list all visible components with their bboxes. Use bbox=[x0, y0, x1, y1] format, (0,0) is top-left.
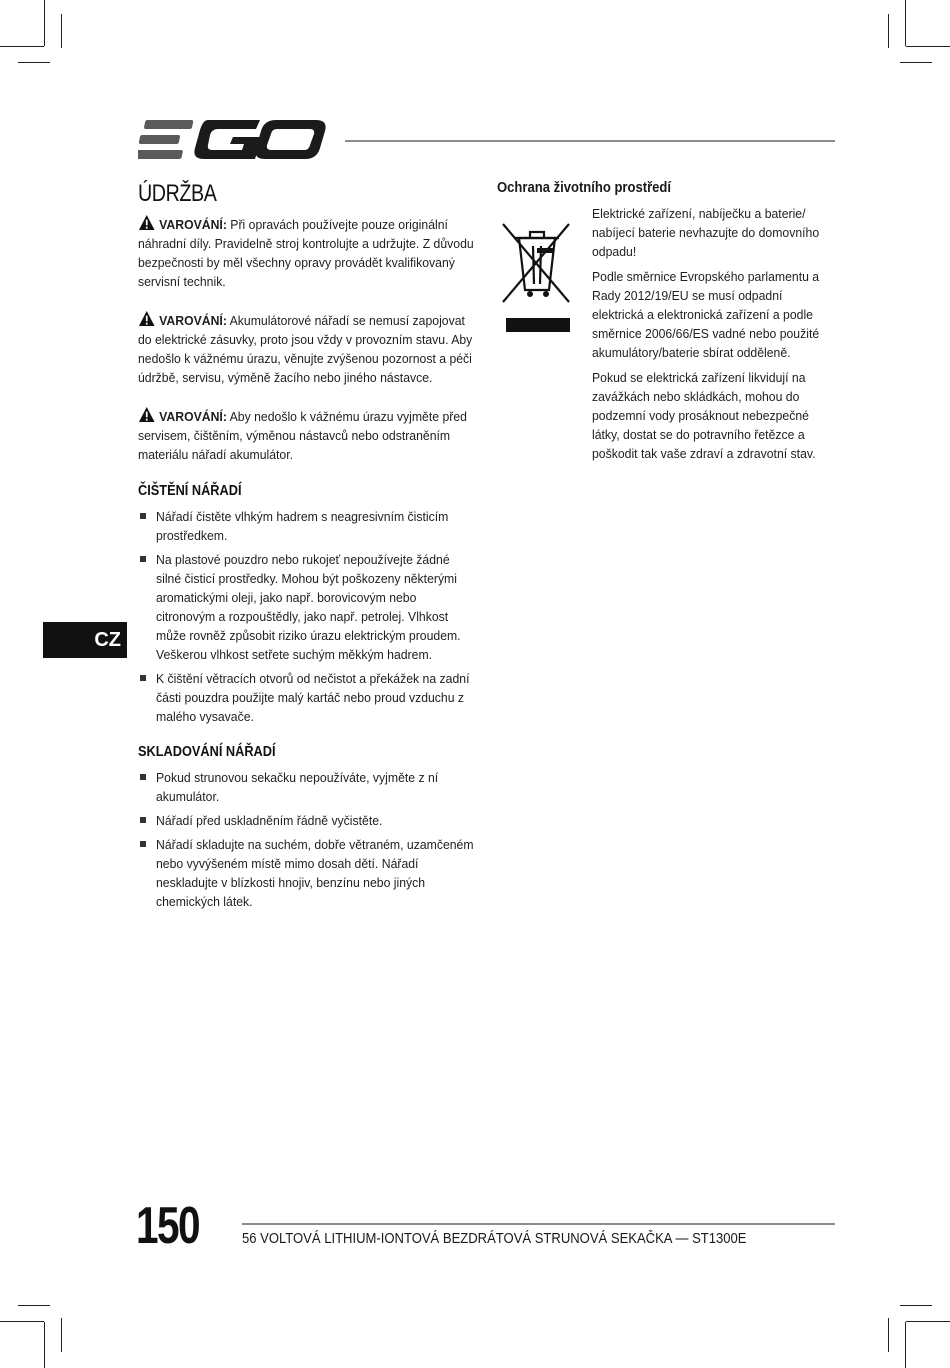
cleaning-title: ČIŠTĚNÍ NÁŘADÍ bbox=[138, 483, 242, 499]
list-item bbox=[138, 811, 478, 830]
header-rule bbox=[345, 140, 835, 142]
environment-paragraph: Podle směrnice Evropského parlamentu a Rady 2012/19/EU se musí odpadní elektrická a elektronická zařízení a podle směrnice 2006/66/ES vadné nebo použité akumulátory/baterie sbírat odděleně. bbox=[592, 269, 820, 360]
warning-text: Při opravách používejte pouze originální náhradní díly. Pravidelně stroj kontrolujte a udržujte. Z důvodu bezpečnosti by měl všechny opravy provádět kvalifikovaný servisní technik. bbox=[138, 217, 474, 289]
environment-title: Ochrana životního prostředí bbox=[497, 180, 672, 196]
warning-label: VAROVÁNÍ: bbox=[159, 313, 227, 328]
crop-mark bbox=[905, 0, 906, 46]
footer-title: 56 VOLTOVÁ LITHIUM-IONTOVÁ BEZDRÁTOVÁ STRUNOVÁ SEKAČKA — ST1300E bbox=[242, 1231, 747, 1247]
crop-mark bbox=[900, 1305, 932, 1306]
left-column bbox=[138, 180, 478, 916]
environment-paragraph: Elektrické zařízení, nabíječku a baterie/ nabíjecí baterie nevhazujte do domovního odpadu! bbox=[592, 206, 820, 259]
crop-mark bbox=[905, 1322, 906, 1368]
list-item bbox=[138, 550, 478, 664]
crop-mark bbox=[0, 46, 44, 47]
warning-block bbox=[138, 310, 478, 387]
list-item bbox=[138, 669, 478, 726]
list-item-text: K čištění větracích otvorů od nečistot a překážek na zadní části pouzdra použijte malý kartáč nebo proud vzduchu z malého vysavače. bbox=[156, 671, 470, 724]
environment-paragraph: Pokud se elektrická zařízení likvidují na zavážkách nebo skládkách, mohou do podzemní vody prosáknout nebezpečné látky, dostat se do potravního řetězce a poškodit tak vaše zdraví a zdravotní stav. bbox=[592, 370, 816, 461]
crop-mark bbox=[61, 14, 62, 48]
warning-label: VAROVÁNÍ: bbox=[159, 409, 227, 424]
warning-triangle-icon bbox=[138, 310, 155, 327]
crop-mark bbox=[888, 1318, 889, 1352]
language-tab: CZ bbox=[43, 622, 127, 658]
right-column bbox=[497, 180, 837, 469]
storage-list bbox=[138, 768, 478, 911]
crossed-out-bin-icon bbox=[497, 204, 577, 332]
maintenance-title: ÚDRŽBA bbox=[138, 180, 217, 207]
crop-mark bbox=[900, 62, 932, 63]
crop-mark bbox=[18, 62, 50, 63]
list-item-text: Nářadí před uskladněním řádně vyčistěte. bbox=[156, 813, 383, 828]
crop-mark bbox=[0, 1321, 44, 1322]
list-item-text: Pokud strunovou sekačku nepoužíváte, vyjměte z ní akumulátor. bbox=[156, 770, 439, 804]
list-item-text: Nářadí čistěte vlhkým hadrem s neagresivním čisticím prostředkem. bbox=[156, 509, 449, 543]
bullet-icon bbox=[140, 774, 146, 780]
crop-mark bbox=[61, 1318, 62, 1352]
cleaning-list bbox=[138, 507, 478, 726]
footer-rule bbox=[242, 1223, 835, 1225]
warning-block bbox=[138, 214, 478, 291]
crop-mark bbox=[888, 14, 889, 48]
warning-text: Akumulátorové nářadí se nemusí zapojovat do elektrické zásuvky, proto jsou vždy v provozním stavu. Aby nedošlo k vážnému úrazu, věnujte zvýšenou pozornost a péči údržbě, servisu, výměně žacího nebo jiného nástavce. bbox=[138, 313, 473, 385]
storage-title: SKLADOVÁNÍ NÁŘADÍ bbox=[138, 744, 276, 760]
bullet-icon bbox=[140, 817, 146, 823]
warning-block bbox=[138, 406, 478, 464]
crop-mark bbox=[44, 1322, 45, 1368]
warning-label: VAROVÁNÍ: bbox=[159, 217, 227, 232]
crop-mark bbox=[44, 0, 45, 46]
list-item-text: Na plastové pouzdro nebo rukojeť nepoužívejte žádné silné čisticí prostředky. Mohou být poškozeny některými aromatickými oleji, jako např. borovicovým nebo citronovým a rozpouštědly, jako např. petrolej. Vlhkost může rovněž způsobit riziko úrazu elektrickým proudem. Veškerou vlhkost setřete suchým měkkým hadrem. bbox=[156, 552, 461, 662]
warning-triangle-icon bbox=[138, 406, 155, 423]
warning-triangle-icon bbox=[138, 214, 155, 231]
page-number: 150 bbox=[136, 1197, 199, 1255]
crop-mark bbox=[906, 46, 950, 47]
environment-body bbox=[497, 204, 837, 463]
crop-mark bbox=[906, 1321, 950, 1322]
environment-text bbox=[592, 204, 837, 463]
ego-logo bbox=[138, 118, 328, 162]
bullet-icon bbox=[140, 556, 146, 562]
warning-text: Aby nedošlo k vážnému úrazu vyjměte před servisem, čištěním, výměnou nástavců nebo odstraněním materiálu nářadí akumulátor. bbox=[138, 409, 467, 462]
bullet-icon bbox=[140, 675, 146, 681]
bullet-icon bbox=[140, 841, 146, 847]
bullet-icon bbox=[140, 513, 146, 519]
list-item-text: Nářadí skladujte na suchém, dobře větraném, uzamčeném nebo vyvýšeném místě mimo dosah dětí. Nářadí neskladujte v blízkosti hnojiv, benzínu nebo jiných chemických látek. bbox=[156, 837, 474, 909]
list-item bbox=[138, 507, 478, 545]
crop-mark bbox=[18, 1305, 50, 1306]
list-item bbox=[138, 835, 478, 911]
list-item bbox=[138, 768, 478, 806]
